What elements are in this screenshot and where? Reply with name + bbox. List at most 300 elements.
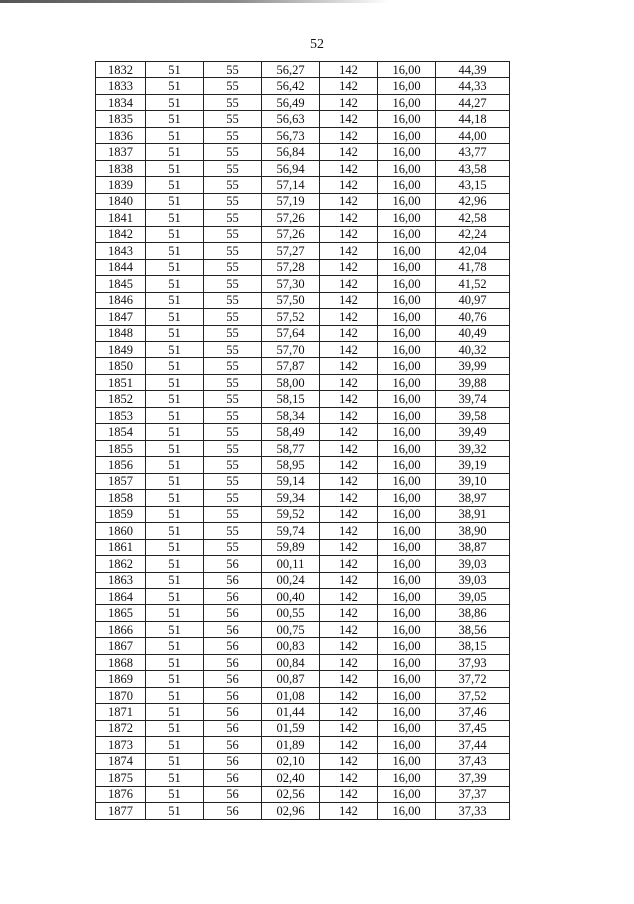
value-d-cell: 142 [320,111,378,127]
value-f-cell: 39,03 [436,572,510,588]
point-number-cell: 1860 [96,523,146,539]
value-d-cell: 142 [320,358,378,374]
value-a-cell: 51 [146,605,204,621]
value-e-cell: 16,00 [378,490,436,506]
value-b-cell: 56 [204,770,262,786]
value-f-cell: 39,49 [436,424,510,440]
table-row [96,671,510,687]
table-row [96,193,510,209]
value-d-cell: 142 [320,720,378,736]
table-row [96,94,510,110]
value-a-cell: 51 [146,144,204,160]
value-a-cell: 51 [146,259,204,275]
value-e-cell: 16,00 [378,720,436,736]
point-number-cell: 1853 [96,407,146,423]
table-row [96,276,510,292]
table-row [96,457,510,473]
value-d-cell: 142 [320,259,378,275]
point-number-cell: 1855 [96,440,146,456]
value-d-cell: 142 [320,704,378,720]
value-f-cell: 43,58 [436,160,510,176]
value-b-cell: 55 [204,506,262,522]
value-a-cell: 51 [146,753,204,769]
value-f-cell: 42,04 [436,243,510,259]
point-number-cell: 1865 [96,605,146,621]
value-e-cell: 16,00 [378,572,436,588]
value-d-cell: 142 [320,127,378,143]
value-e-cell: 16,00 [378,177,436,193]
scan-edge-line [0,0,390,3]
value-d-cell: 142 [320,62,378,78]
value-a-cell: 51 [146,473,204,489]
value-b-cell: 56 [204,803,262,819]
value-c-cell: 57,50 [262,292,320,308]
value-f-cell: 37,45 [436,720,510,736]
value-a-cell: 51 [146,177,204,193]
table-row [96,259,510,275]
value-c-cell: 58,00 [262,374,320,390]
table-row [96,704,510,720]
value-a-cell: 51 [146,407,204,423]
point-number-cell: 1835 [96,111,146,127]
value-b-cell: 55 [204,523,262,539]
value-e-cell: 16,00 [378,556,436,572]
value-a-cell: 51 [146,243,204,259]
value-f-cell: 37,44 [436,737,510,753]
value-c-cell: 58,77 [262,440,320,456]
value-a-cell: 51 [146,226,204,242]
point-number-cell: 1854 [96,424,146,440]
value-c-cell: 57,52 [262,309,320,325]
value-b-cell: 55 [204,473,262,489]
value-c-cell: 00,24 [262,572,320,588]
value-e-cell: 16,00 [378,193,436,209]
value-f-cell: 42,58 [436,210,510,226]
value-d-cell: 142 [320,457,378,473]
value-a-cell: 51 [146,572,204,588]
value-c-cell: 01,08 [262,687,320,703]
value-b-cell: 55 [204,78,262,94]
value-c-cell: 01,89 [262,737,320,753]
point-number-cell: 1875 [96,770,146,786]
value-b-cell: 55 [204,457,262,473]
value-f-cell: 38,56 [436,621,510,637]
value-d-cell: 142 [320,193,378,209]
value-b-cell: 56 [204,621,262,637]
value-e-cell: 16,00 [378,473,436,489]
value-c-cell: 57,30 [262,276,320,292]
value-f-cell: 39,32 [436,440,510,456]
value-c-cell: 01,44 [262,704,320,720]
value-a-cell: 51 [146,490,204,506]
value-f-cell: 43,77 [436,144,510,160]
value-b-cell: 55 [204,325,262,341]
table-row [96,144,510,160]
value-d-cell: 142 [320,341,378,357]
table-row [96,292,510,308]
value-b-cell: 55 [204,407,262,423]
value-d-cell: 142 [320,407,378,423]
table-row [96,753,510,769]
value-e-cell: 16,00 [378,210,436,226]
value-d-cell: 142 [320,753,378,769]
value-d-cell: 142 [320,506,378,522]
value-a-cell: 51 [146,325,204,341]
value-c-cell: 57,27 [262,243,320,259]
value-a-cell: 51 [146,62,204,78]
point-number-cell: 1839 [96,177,146,193]
point-number-cell: 1845 [96,276,146,292]
value-f-cell: 37,46 [436,704,510,720]
value-e-cell: 16,00 [378,78,436,94]
point-number-cell: 1849 [96,341,146,357]
value-b-cell: 55 [204,127,262,143]
value-f-cell: 44,00 [436,127,510,143]
value-e-cell: 16,00 [378,407,436,423]
value-c-cell: 57,19 [262,193,320,209]
point-number-cell: 1874 [96,753,146,769]
value-c-cell: 56,84 [262,144,320,160]
table-row [96,226,510,242]
table-row [96,177,510,193]
value-b-cell: 55 [204,424,262,440]
value-d-cell: 142 [320,572,378,588]
point-number-cell: 1859 [96,506,146,522]
value-a-cell: 51 [146,638,204,654]
value-d-cell: 142 [320,440,378,456]
point-number-cell: 1840 [96,193,146,209]
value-e-cell: 16,00 [378,94,436,110]
table-row [96,309,510,325]
point-number-cell: 1862 [96,556,146,572]
value-a-cell: 51 [146,78,204,94]
value-b-cell: 56 [204,589,262,605]
value-e-cell: 16,00 [378,589,436,605]
value-b-cell: 56 [204,671,262,687]
value-d-cell: 142 [320,605,378,621]
value-b-cell: 55 [204,539,262,555]
value-d-cell: 142 [320,374,378,390]
value-a-cell: 51 [146,160,204,176]
point-number-cell: 1867 [96,638,146,654]
value-b-cell: 56 [204,786,262,802]
value-c-cell: 57,87 [262,358,320,374]
value-a-cell: 51 [146,111,204,127]
value-d-cell: 142 [320,621,378,637]
point-number-cell: 1834 [96,94,146,110]
point-number-cell: 1846 [96,292,146,308]
value-f-cell: 44,27 [436,94,510,110]
point-number-cell: 1837 [96,144,146,160]
value-e-cell: 16,00 [378,62,436,78]
value-f-cell: 38,90 [436,523,510,539]
point-number-cell: 1857 [96,473,146,489]
value-f-cell: 39,03 [436,556,510,572]
table-body [96,62,510,820]
value-c-cell: 56,63 [262,111,320,127]
value-e-cell: 16,00 [378,144,436,160]
value-a-cell: 51 [146,94,204,110]
point-number-cell: 1858 [96,490,146,506]
value-e-cell: 16,00 [378,440,436,456]
value-e-cell: 16,00 [378,803,436,819]
table-row [96,490,510,506]
table-row [96,210,510,226]
value-b-cell: 56 [204,753,262,769]
value-e-cell: 16,00 [378,539,436,555]
value-a-cell: 51 [146,506,204,522]
value-f-cell: 38,97 [436,490,510,506]
value-e-cell: 16,00 [378,654,436,670]
value-f-cell: 43,15 [436,177,510,193]
value-b-cell: 55 [204,160,262,176]
value-e-cell: 16,00 [378,523,436,539]
value-d-cell: 142 [320,292,378,308]
value-c-cell: 00,75 [262,621,320,637]
value-f-cell: 39,88 [436,374,510,390]
value-b-cell: 55 [204,177,262,193]
value-b-cell: 55 [204,243,262,259]
value-a-cell: 51 [146,687,204,703]
table-row [96,111,510,127]
point-number-cell: 1844 [96,259,146,275]
value-c-cell: 58,15 [262,391,320,407]
table-row [96,506,510,522]
table-row [96,523,510,539]
point-number-cell: 1864 [96,589,146,605]
value-b-cell: 55 [204,309,262,325]
value-f-cell: 42,24 [436,226,510,242]
table-row [96,160,510,176]
value-b-cell: 55 [204,210,262,226]
table-row [96,638,510,654]
table-row [96,127,510,143]
value-e-cell: 16,00 [378,638,436,654]
value-d-cell: 142 [320,177,378,193]
table-row [96,62,510,78]
value-b-cell: 56 [204,572,262,588]
value-a-cell: 51 [146,654,204,670]
value-a-cell: 51 [146,292,204,308]
table-row [96,325,510,341]
point-number-cell: 1866 [96,621,146,637]
value-a-cell: 51 [146,374,204,390]
value-b-cell: 56 [204,638,262,654]
value-a-cell: 51 [146,193,204,209]
value-d-cell: 142 [320,671,378,687]
value-b-cell: 56 [204,654,262,670]
point-number-cell: 1868 [96,654,146,670]
table-row [96,621,510,637]
value-e-cell: 16,00 [378,621,436,637]
value-d-cell: 142 [320,391,378,407]
value-b-cell: 56 [204,687,262,703]
value-e-cell: 16,00 [378,276,436,292]
value-f-cell: 38,91 [436,506,510,522]
value-a-cell: 51 [146,556,204,572]
table-row [96,786,510,802]
table-row [96,391,510,407]
value-b-cell: 55 [204,259,262,275]
page-number: 52 [310,37,324,52]
value-d-cell: 142 [320,539,378,555]
value-b-cell: 55 [204,62,262,78]
value-f-cell: 37,39 [436,770,510,786]
point-number-cell: 1841 [96,210,146,226]
value-e-cell: 16,00 [378,424,436,440]
value-b-cell: 55 [204,440,262,456]
value-a-cell: 51 [146,621,204,637]
value-d-cell: 142 [320,424,378,440]
value-b-cell: 55 [204,276,262,292]
value-b-cell: 55 [204,358,262,374]
point-number-cell: 1843 [96,243,146,259]
value-e-cell: 16,00 [378,687,436,703]
value-f-cell: 37,72 [436,671,510,687]
point-number-cell: 1870 [96,687,146,703]
value-e-cell: 16,00 [378,605,436,621]
value-b-cell: 55 [204,292,262,308]
value-c-cell: 56,27 [262,62,320,78]
table-row [96,605,510,621]
value-d-cell: 142 [320,770,378,786]
table-row [96,720,510,736]
value-f-cell: 42,96 [436,193,510,209]
value-b-cell: 56 [204,605,262,621]
value-f-cell: 39,19 [436,457,510,473]
table-row [96,770,510,786]
value-d-cell: 142 [320,226,378,242]
value-c-cell: 59,74 [262,523,320,539]
value-a-cell: 51 [146,358,204,374]
value-c-cell: 00,87 [262,671,320,687]
point-number-cell: 1877 [96,803,146,819]
value-e-cell: 16,00 [378,111,436,127]
value-d-cell: 142 [320,638,378,654]
value-c-cell: 02,10 [262,753,320,769]
point-number-cell: 1872 [96,720,146,736]
value-b-cell: 56 [204,704,262,720]
value-f-cell: 44,33 [436,78,510,94]
value-f-cell: 38,87 [436,539,510,555]
value-c-cell: 58,95 [262,457,320,473]
value-b-cell: 55 [204,374,262,390]
point-number-cell: 1833 [96,78,146,94]
value-a-cell: 51 [146,341,204,357]
value-e-cell: 16,00 [378,770,436,786]
value-c-cell: 02,40 [262,770,320,786]
value-d-cell: 142 [320,490,378,506]
point-number-cell: 1871 [96,704,146,720]
value-a-cell: 51 [146,424,204,440]
value-d-cell: 142 [320,160,378,176]
table-row [96,803,510,819]
value-e-cell: 16,00 [378,243,436,259]
value-e-cell: 16,00 [378,127,436,143]
table-row [96,358,510,374]
value-f-cell: 40,76 [436,309,510,325]
value-e-cell: 16,00 [378,737,436,753]
value-f-cell: 39,10 [436,473,510,489]
value-a-cell: 51 [146,391,204,407]
value-c-cell: 00,11 [262,556,320,572]
value-e-cell: 16,00 [378,753,436,769]
value-d-cell: 142 [320,737,378,753]
value-e-cell: 16,00 [378,671,436,687]
value-c-cell: 00,84 [262,654,320,670]
value-d-cell: 142 [320,786,378,802]
table-row [96,374,510,390]
value-a-cell: 51 [146,539,204,555]
value-d-cell: 142 [320,243,378,259]
table-row [96,572,510,588]
value-f-cell: 37,37 [436,786,510,802]
value-d-cell: 142 [320,654,378,670]
point-number-cell: 1873 [96,737,146,753]
point-number-cell: 1842 [96,226,146,242]
value-c-cell: 00,55 [262,605,320,621]
value-d-cell: 142 [320,144,378,160]
value-b-cell: 56 [204,737,262,753]
value-b-cell: 55 [204,226,262,242]
coordinates-table [95,61,510,820]
table-row [96,424,510,440]
point-number-cell: 1863 [96,572,146,588]
value-c-cell: 01,59 [262,720,320,736]
value-c-cell: 59,52 [262,506,320,522]
value-a-cell: 51 [146,786,204,802]
value-d-cell: 142 [320,309,378,325]
value-e-cell: 16,00 [378,457,436,473]
value-d-cell: 142 [320,687,378,703]
value-b-cell: 55 [204,144,262,160]
table-row [96,556,510,572]
value-b-cell: 55 [204,111,262,127]
value-c-cell: 59,14 [262,473,320,489]
point-number-cell: 1848 [96,325,146,341]
value-a-cell: 51 [146,523,204,539]
value-d-cell: 142 [320,556,378,572]
value-c-cell: 02,56 [262,786,320,802]
point-number-cell: 1847 [96,309,146,325]
point-number-cell: 1851 [96,374,146,390]
value-f-cell: 38,15 [436,638,510,654]
point-number-cell: 1856 [96,457,146,473]
value-c-cell: 59,34 [262,490,320,506]
value-d-cell: 142 [320,473,378,489]
value-a-cell: 51 [146,770,204,786]
table-row [96,407,510,423]
value-e-cell: 16,00 [378,391,436,407]
value-f-cell: 37,52 [436,687,510,703]
value-e-cell: 16,00 [378,259,436,275]
value-c-cell: 57,26 [262,210,320,226]
value-f-cell: 44,39 [436,62,510,78]
value-b-cell: 55 [204,94,262,110]
table-row [96,687,510,703]
value-b-cell: 56 [204,556,262,572]
value-a-cell: 51 [146,704,204,720]
table-row [96,440,510,456]
value-a-cell: 51 [146,127,204,143]
value-f-cell: 40,97 [436,292,510,308]
table-row [96,243,510,259]
value-c-cell: 57,64 [262,325,320,341]
value-a-cell: 51 [146,210,204,226]
value-e-cell: 16,00 [378,786,436,802]
value-a-cell: 51 [146,671,204,687]
point-number-cell: 1836 [96,127,146,143]
